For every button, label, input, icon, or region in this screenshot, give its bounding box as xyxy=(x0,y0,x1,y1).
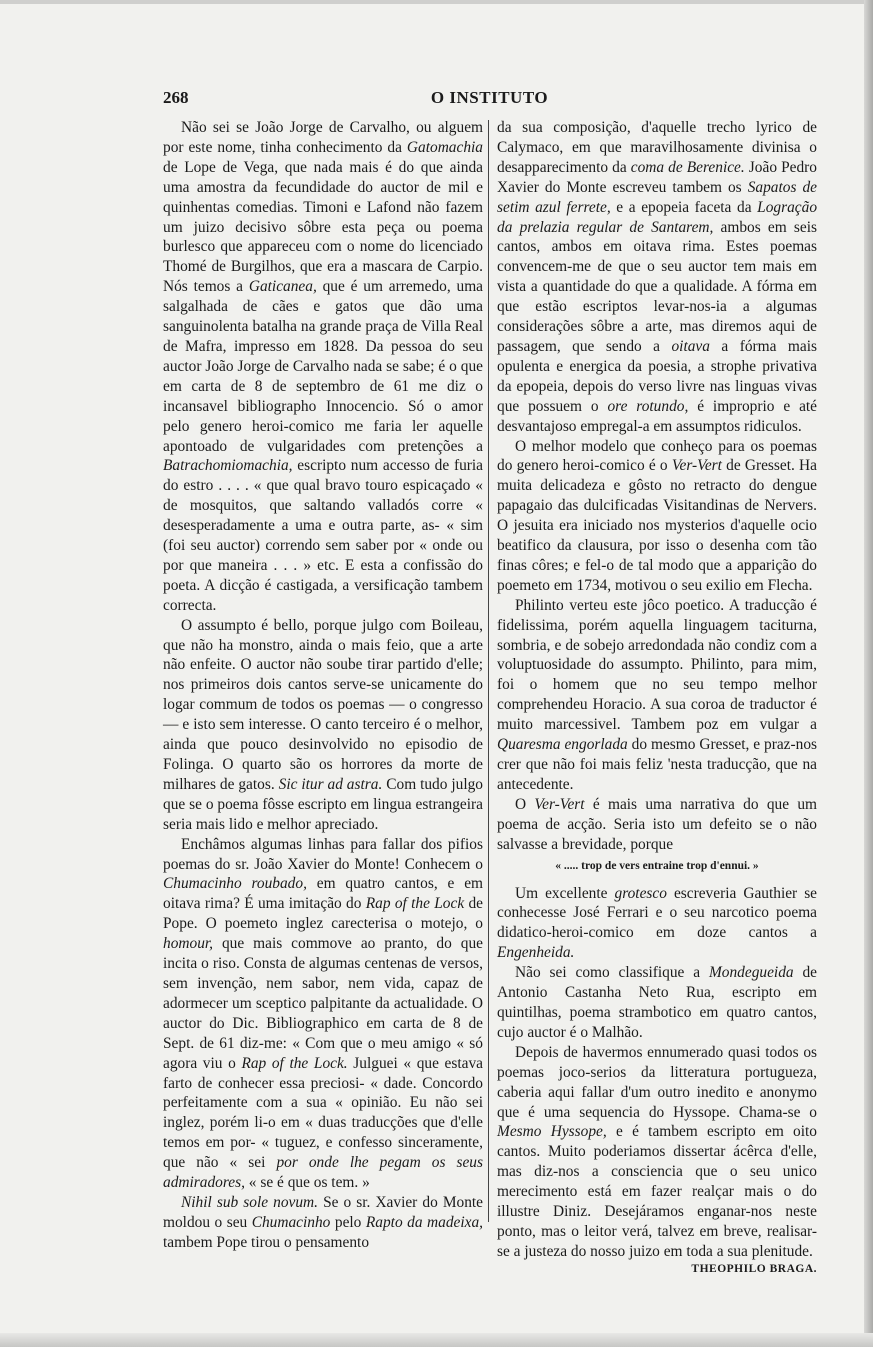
italic-text: ore rotundo, xyxy=(607,397,689,415)
paragraph xyxy=(163,118,483,616)
running-title: O INSTITUTO xyxy=(430,88,549,107)
text-run: é improprio e até desvantajoso empregal-a em assumptos ridiculos. xyxy=(497,397,818,435)
text-run: a fórma mais opulenta e energica da poesia, a strophe privativa da epopeia, depois do verso livre nas linguas vivas que possuem o xyxy=(497,337,817,415)
italic-text: Mesmo Hyssope, xyxy=(497,1123,607,1141)
page-bottom-edge xyxy=(0,1333,873,1347)
text-run: « se é que os tem. » xyxy=(244,1174,370,1192)
italic-text: Sapatos de setim azul ferrete, xyxy=(497,178,817,216)
paragraph xyxy=(163,835,483,1193)
italic-text: Ver-Vert xyxy=(671,457,722,475)
text-run: O xyxy=(515,795,535,813)
text-run: escreveria Gauthier se conhecesse José Ferrari e o seu narcotico poema didatico-heroi-comico em doze cantos a xyxy=(497,884,818,942)
italic-text: Engenheida. xyxy=(497,944,575,962)
text-run: tambem Pope tirou o pensamento xyxy=(163,1233,370,1251)
text-run: em quatro cantos, e em oitava rima? É uma imitação do xyxy=(163,875,483,913)
paragraph xyxy=(497,596,817,795)
text-run: da sua composição, d'aquelle trecho lyrico de Calymaco, em que maravilhosamente divinisa o desapparecimento da xyxy=(497,119,817,176)
paragraph xyxy=(497,1043,817,1262)
italic-text: Logração da prelazia regular de Santarem, xyxy=(497,198,818,236)
page-header xyxy=(163,88,816,112)
text-run: O assumpto é bello, porque julgo com Boileau, que não ha monstro, ainda o mais feio, que a arte não enfeite. O auctor não soube tirar partido d'elle; nos primeiros dois cantos serve-se unicamente do logar commum de todos os poemas — o congresso — e isto sem interesse. O canto terceiro é o melhor, ainda que pouco desinvolvido no episodio de Folinga. O quarto são os horrores da morte de milhares de gatos. xyxy=(163,616,483,793)
text-run: que mais commove ao pranto, do que incita o riso. Consta de algumas centenas de versos, sem invenção, nem sabor, nem vida, capaz de adormecer um sceptico palpitante da actualidade. O auctor do Dic. Bibliographico em carta de 8 de Sept. de 61 diz-me: « Com que o meu amigo « só agora viu o xyxy=(163,935,483,1072)
paragraph xyxy=(497,118,817,437)
text-run: Se o sr. Xavier do Monte moldou o seu xyxy=(163,1193,483,1231)
italic-text: Gatomachia xyxy=(406,138,483,156)
paragraph xyxy=(497,437,817,596)
text-run: e a epopeia faceta da xyxy=(610,198,758,216)
italic-text: oitava xyxy=(671,337,710,355)
text-run: Depois de havermos ennumerado quasi todos os poemas joco-serios da litteratura portugueza, caberia aqui fallar d'um outro inedito e anonymo que é uma sequencia do Hyssope. Chama-se o xyxy=(497,1043,817,1121)
italic-text: Sic itur ad astra. xyxy=(278,775,383,793)
italic-text: Quaresma engorlada xyxy=(497,736,628,754)
author-signature: THEOPHILO BRAGA. xyxy=(691,1262,817,1275)
epigraph-quote: « ..... trop de vers entraine trop d'ennui. » xyxy=(555,859,759,872)
italic-text: Rap of the Lock. xyxy=(241,1054,348,1072)
text-run: que é um arremedo, uma salgalhada de cães e gatos que dão uma sanguinolenta batalha na grande praça de Villa Real de Mafra, impresso em 1828. Da pessoa do seu auctor João Jorge de Carvalho nada se sabe; é o que em carta de 8 de septembro de 61 me diz o incansavel bibliographo Innocencio. Só o amor pelo genero heroi-comico me faria ler aquelle apontoado de vulgaridades com pretenções a xyxy=(163,278,484,455)
italic-text: por onde lhe pegam os seus admiradores, xyxy=(163,1154,483,1192)
italic-text: Batrachomiomachia, xyxy=(163,457,293,475)
text-run: de Lope de Vega, que nada mais é do que ainda uma amostra da fecundidade do auctor de mil e quinhentas comedias. Timoni e Lafond não fazem um juizo decisivo sôbre esta peça ou poema burlesco que appareceu com o nome do licenciado Thomé de Burgilhos, que era a mascara de Carpio. Nós temos a xyxy=(163,158,483,296)
text-run: pelo xyxy=(330,1213,366,1231)
text-run: O melhor modelo que conheço para os poemas do genero heroi-comico é o xyxy=(497,437,817,475)
italic-text: coma de Berenice. xyxy=(630,158,745,176)
text-run: Um excellente xyxy=(515,884,615,902)
text-run: João Pedro Xavier do Monte escreveu tambem os xyxy=(497,158,817,196)
text-run: escripto num accesso de furia do estro . . . . « que qual bravo touro espicaçado « de mosquitos, que saltando valladós corre « desesperadamente a uma e outra parte, as- « sim (foi seu auctor) correndo sem saber por « onde ou por que maneira . . . » etc. E esta a confissão do poeta. A dicção é castigada, a versificação tambem correcta. xyxy=(163,457,483,614)
italic-text: Rapto da madeixa, xyxy=(365,1213,483,1231)
italic-text: Chumacinho roubado, xyxy=(163,875,307,893)
paragraph xyxy=(163,1193,483,1253)
paragraph xyxy=(497,884,817,964)
text-run: Julguei « que estava farto de conhecer essa preciosi- « dade. Concordo perfeitamente com a sua « opinião. Eu não sei inglez, porém li-o em « duas traducções que d'elle temos em por- « tuguez, e confesso sinceramente, que não « sei xyxy=(163,1054,483,1172)
text-run: é mais uma narrativa do que um poema de acção. Seria isto um defeito se o não salvasse a brevidade, porque xyxy=(497,795,818,853)
text-run: Enchâmos algumas linhas para fallar dos pifios poemas do sr. João Xavier do Monte! Conhecem o xyxy=(163,835,483,873)
italic-text: Mondegueida xyxy=(708,964,794,982)
italic-text: Nihil sub sole novum. xyxy=(181,1193,319,1211)
text-run: Philinto verteu este jôco poetico. A traducção é fidelissima, porém aquella linguagem taciturna, sombria, e de sobejo arredondada não condiz com a voluptuosidade do assumpto. Philinto, para mim, foi o homem que no seu tempo melhor comprehendeu Horacio. A sua coroa de traductor é muito marcessivel. Tambem poz em vulgar a xyxy=(497,596,817,734)
paragraph xyxy=(497,963,817,1043)
text-run: de Antonio Castanha Neto Rua, escripto em quintilhas, poema strambotico em quatro cantos, cujo auctor é o Malhão. xyxy=(497,964,817,1041)
column-divider xyxy=(488,120,489,1222)
italic-text: Gaticanea, xyxy=(248,278,317,296)
text-run: de Pope. O poemeto inglez carecterisa o motejo, o xyxy=(163,895,483,933)
left-column xyxy=(163,118,483,1253)
italic-text: Ver-Vert xyxy=(534,795,585,813)
text-run: Com tudo julgo que se o poema fôsse escripto em lingua estrangeira seria mais lido e melhor apreciado. xyxy=(163,775,484,833)
text-run: Não sei se João Jorge de Carvalho, ou alguem por este nome, tinha conhecimento da xyxy=(163,119,483,156)
page-top-edge xyxy=(0,0,873,4)
italic-text: Chumacinho xyxy=(251,1213,331,1231)
text-run: ambos em seis cantos, ambos em oitava rima. Estes poemas convencem-me de que o seu auctor tem mais em vista a quantidade do que a qualidade. A fórma em que estão escriptos levar-nos-ia a algumas considerações sôbre a arte, mas diremos aqui de passagem, que sendo a xyxy=(497,218,817,355)
paragraph xyxy=(163,616,483,835)
page-right-edge xyxy=(864,0,873,1347)
text-run: e é tambem escripto em oito cantos. Muito poderiamos dissertar ácêrca d'elle, mas diz-nos a consciencia que o seu unico merecimento está em fazer realçar mais o do illustre Diniz. Desejáramos enganar-nos neste ponto, mas o leitor verá, talvez em breve, realisar-se a justeza do nosso juizo em toda a sua plenitude. xyxy=(497,1123,817,1260)
italic-text: grotesco xyxy=(614,884,667,902)
right-column xyxy=(497,118,817,1280)
page-number: 268 xyxy=(163,88,189,107)
italic-text: Rap of the Lock xyxy=(365,895,465,913)
text-run: do mesmo Gresset, e praz-nos crer que não foi mais feliz 'nesta traducção, que na antecedente. xyxy=(497,736,817,793)
paragraph xyxy=(497,795,817,855)
text-run: Não sei como classifique a xyxy=(515,964,709,982)
italic-text: homour, xyxy=(163,935,214,953)
text-run: de Gresset. Ha muita delicadeza e gôsto no retracto do dengue papagaio das dulcificadas Visitandinas de Nervers. O jesuita era iniciado nos mysterios d'aquelle ocio beatifico da clausura, por isso o desenha com tão finas côres; e fel-o de tal modo que a apparição do poemeto em 1734, motivou o seu exilio em Flecha. xyxy=(497,457,817,594)
